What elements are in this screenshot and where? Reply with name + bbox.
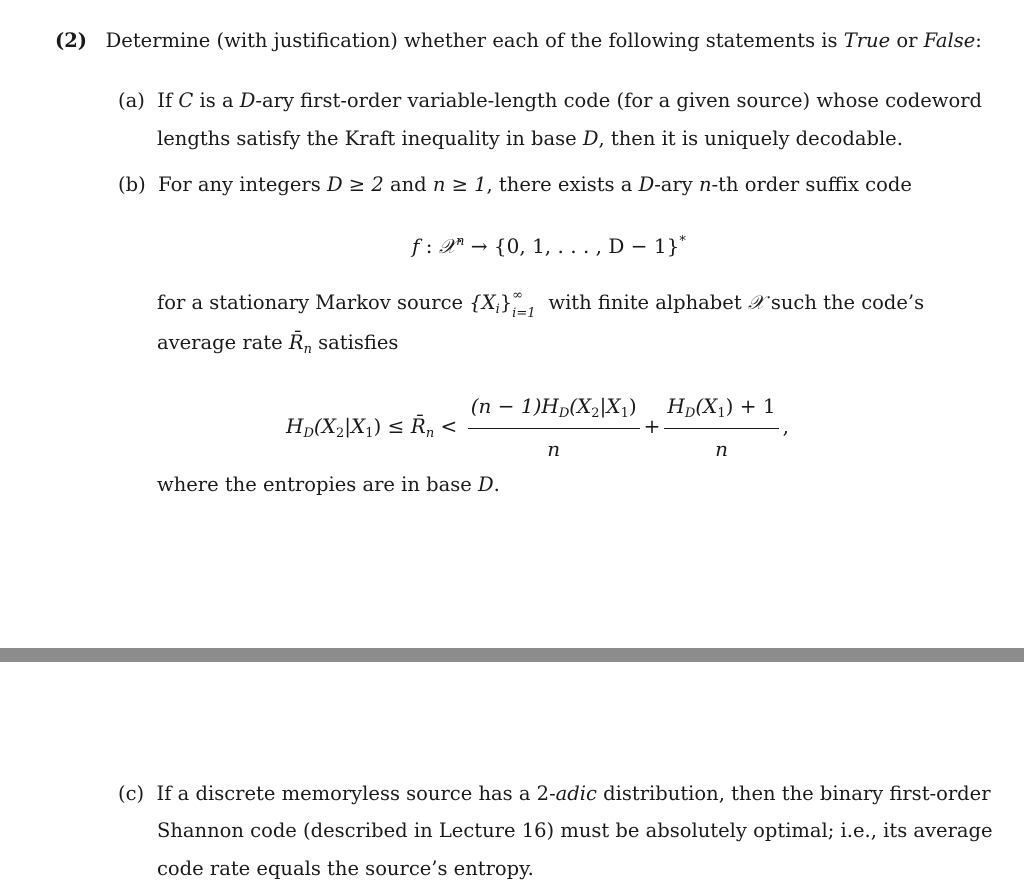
problem-number: (2) [55, 29, 88, 52]
part-c-line-2: Shannon code (described in Lecture 16) must be absolutely optimal; i.e., its average [157, 819, 993, 842]
part-b-line-2 [157, 287, 925, 322]
ineq-H-sub: D [303, 426, 314, 441]
markov-sup: ∞ [512, 287, 524, 303]
part-b-and: and [389, 173, 427, 196]
frac1-num-sub3: 1 [620, 406, 629, 421]
part-b-line1-end: -th order suffix code [711, 173, 912, 196]
frac1-num-sub: D [558, 406, 570, 421]
ineq-bar: |X [344, 414, 366, 438]
part-b-cond-n: n ≥ 1 [432, 173, 487, 196]
map-codomain: → {0, 1, . . . , D − 1} [464, 234, 680, 258]
part-b-line1-D: D [638, 173, 655, 196]
part-a-line-2 [157, 127, 903, 151]
part-c-line-1 [118, 782, 991, 806]
part-b-line1-a: For any integers [158, 173, 321, 196]
true-word: True [843, 29, 891, 52]
frac1-num-close: ) [628, 394, 637, 418]
part-b-line1-mid: , there exists a [486, 173, 633, 196]
ineq-R-sub: n [425, 426, 435, 441]
part-a-label: (a) [118, 89, 145, 112]
frac1-num-rest: (X [569, 394, 592, 418]
part-c-label: (c) [118, 782, 145, 805]
frac2-num-sub2: 1 [717, 406, 726, 421]
ineq-arg: (X [313, 414, 336, 438]
ineq-arg-sub2: 1 [365, 426, 374, 441]
part-c-line1-a: If a discrete memoryless source has a 2- [156, 782, 556, 805]
part-c-adic: adic [555, 782, 597, 805]
part-b-line4-a: where the entropies are in base [157, 473, 472, 496]
problem-intro-text: Determine (with justification) whether each of the following statements is [105, 29, 838, 52]
frac2-num: H [667, 394, 685, 418]
map-colon: : [419, 234, 439, 258]
fraction-1-numerator [468, 394, 640, 429]
part-a-is-a: is a [199, 89, 234, 112]
map-f: f [412, 234, 420, 258]
part-b-line1-ary: -ary [654, 173, 693, 196]
part-a-line-1 [118, 89, 982, 113]
fraction-2 [664, 394, 778, 461]
markov-set-close: } [499, 291, 513, 314]
trailing-comma: , [782, 414, 789, 438]
part-b-line2-end: such the code’s [770, 291, 925, 314]
document-page-bottom [0, 662, 1024, 894]
part-a-if: If [157, 89, 173, 112]
frac1-num-bar: |X [599, 394, 621, 418]
part-a-line2-D: D [582, 127, 599, 150]
frac1-num-sub2: 2 [591, 406, 600, 421]
ineq-close: ) ≤ [373, 414, 411, 438]
frac2-num-rest: (X [695, 394, 718, 418]
frac1-num: (n − 1)H [470, 394, 559, 418]
part-b-line-3 [157, 331, 398, 362]
fraction-1-denominator: n [547, 437, 561, 461]
map-alphabet: 𝒳 [438, 234, 457, 258]
plus-sign: + [643, 414, 661, 438]
part-b-line4-D: D [477, 473, 494, 496]
frac2-num-sub: D [684, 406, 696, 421]
part-b-line1-n: n [698, 173, 712, 196]
heading-colon: : [975, 29, 982, 52]
fraction-1 [468, 394, 640, 461]
part-a-D: D [239, 89, 256, 112]
part-b-line2-alphabet: 𝒳 [747, 291, 765, 314]
markov-set: {X [469, 291, 496, 314]
fraction-2-numerator [664, 394, 778, 429]
rate-index: n [303, 342, 312, 357]
part-b-line4-end: . [493, 473, 500, 496]
problem-heading [55, 29, 982, 53]
markov-sub: i=1 [512, 305, 536, 321]
part-c-line1-end: distribution, then the binary first-order [603, 782, 991, 805]
ineq-arg-sub1: 2 [335, 426, 345, 441]
part-b-line3-a: average rate [157, 331, 283, 354]
ineq-R: R̄ [410, 414, 426, 438]
markov-set-index: i [495, 302, 500, 317]
code-mapping-equation [412, 230, 686, 258]
map-star: * [679, 234, 686, 249]
fraction-2-denominator: n [715, 437, 728, 461]
part-b-line2-a: for a stationary Markov source [157, 291, 464, 314]
rate-inequality [286, 394, 789, 461]
part-b-cond-d: D ≥ 2 [326, 173, 384, 196]
part-b-line-4 [157, 473, 500, 497]
ineq-H: H [286, 414, 304, 438]
markov-limits [512, 287, 542, 321]
part-a-line2-end: , then it is uniquely decodable. [598, 127, 903, 150]
map-exponent: n [456, 234, 465, 249]
or-word: or [896, 29, 918, 52]
part-b-line-1 [118, 173, 912, 197]
ineq-lt: < [434, 414, 458, 438]
page-separator [0, 648, 1024, 662]
frac2-num-close: ) + 1 [725, 394, 776, 418]
part-b-line2-mid: with finite alphabet [548, 291, 742, 314]
false-word: False [923, 29, 976, 52]
part-a-code-symbol: C [178, 89, 194, 112]
part-a-line1-rest: -ary first-order variable-length code (for a given source) whose codeword [255, 89, 982, 112]
part-b-label: (b) [118, 173, 146, 196]
part-b-line3-end: satisfies [318, 331, 399, 354]
part-a-line2-start: lengths satisfy the Kraft inequality in base [157, 127, 577, 150]
part-c-line-3: code rate equals the source’s entropy. [157, 857, 534, 880]
rate-symbol: R̄ [288, 331, 304, 354]
